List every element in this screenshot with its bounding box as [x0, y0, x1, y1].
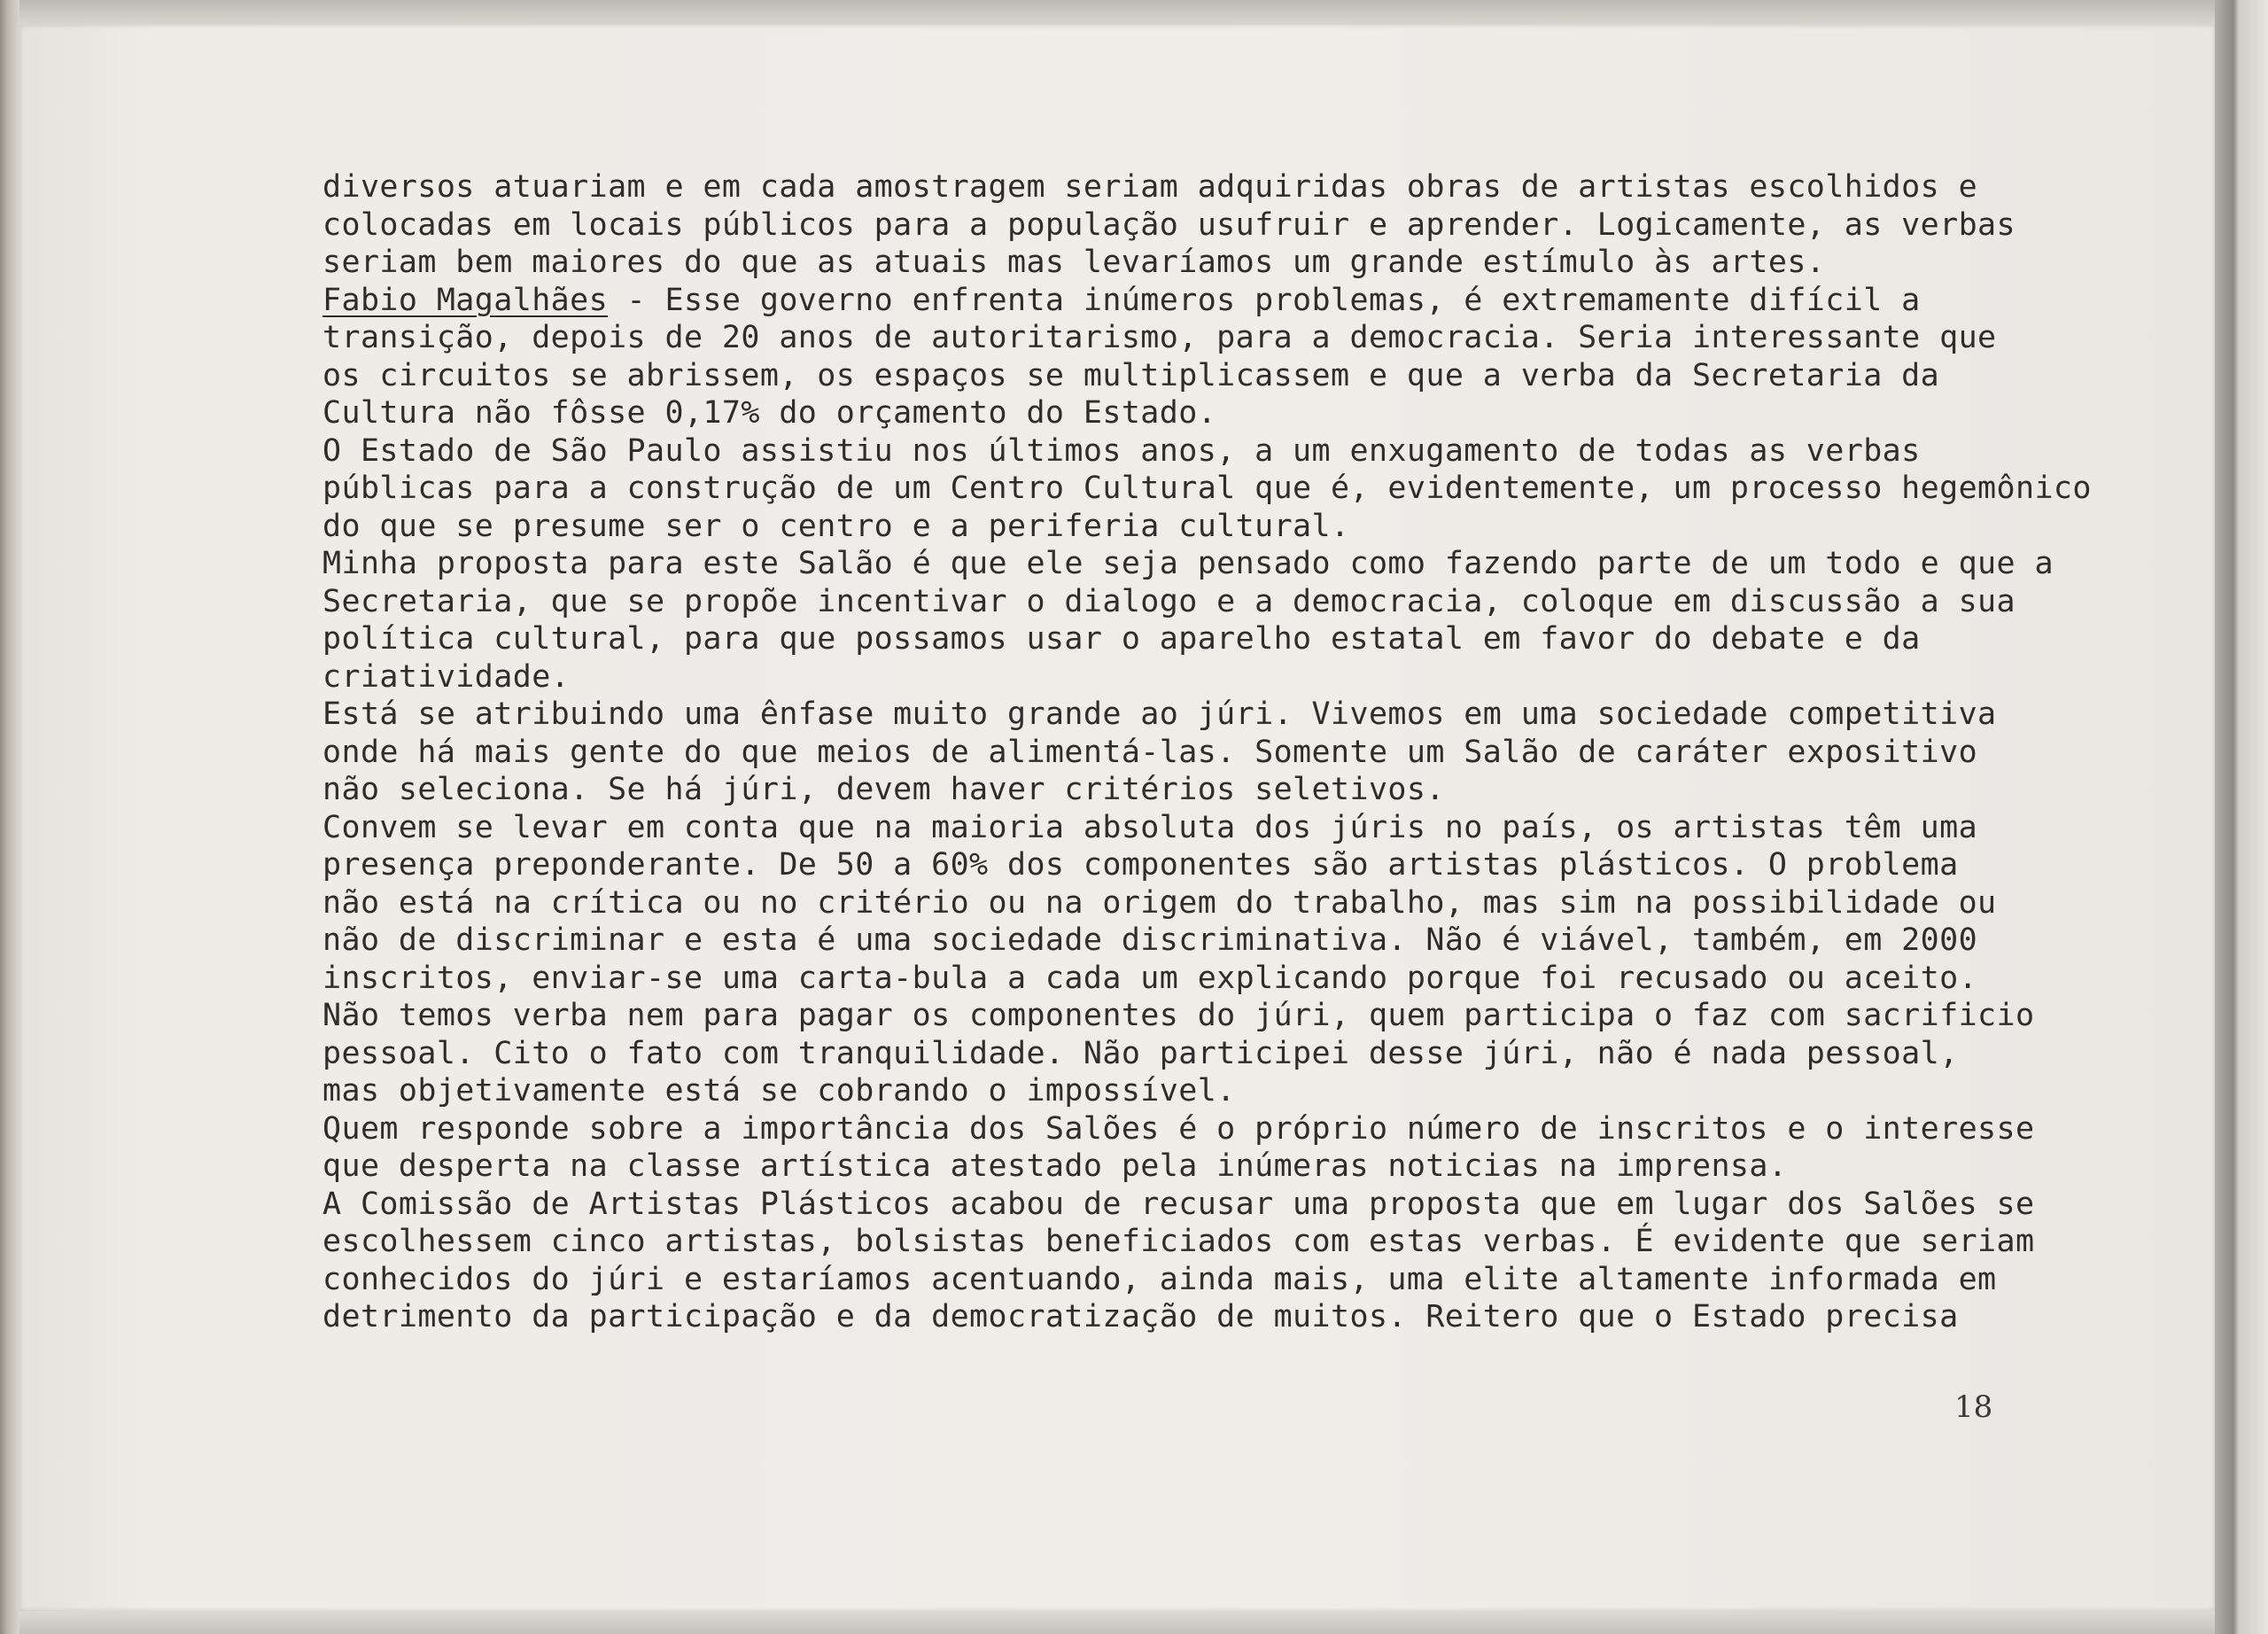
text-line: A Comissão de Artistas Plásticos acabou de recusar uma proposta que em lugar dos Salões se — [322, 1186, 2035, 1222]
text-line: detrimento da participação e da democratização de muitos. Reitero que o Estado precisa — [322, 1299, 1959, 1334]
top-page-shadow — [19, 0, 2215, 27]
text-line: os circuitos se abrissem, os espaços se multiplicassem e que a verba da Secretaria da — [322, 357, 1940, 393]
text-line: Não temos verba nem para pagar os componentes do júri, quem participa o faz com sacrificio — [322, 998, 2035, 1033]
text-line: que desperta na classe artística atestado pela inúmeras noticias na imprensa. — [322, 1148, 1788, 1184]
text-line: conhecidos do júri e estaríamos acentuando, ainda mais, uma elite altamente informada em — [322, 1261, 1997, 1297]
text-line: criatividade. — [322, 658, 571, 695]
text-line: não está na crítica ou no critério ou na origem do trabalho, mas sim na possibilidade ou — [322, 884, 1997, 921]
text-line: Quem responde sobre a importância dos Salões é o próprio número de inscritos e o interesse — [322, 1110, 2035, 1147]
text-line: seriam bem maiores do que as atuais mas levaríamos um grande estímulo às artes. — [322, 245, 1826, 280]
text-line: inscritos, enviar-se uma carta-bula a cada um explicando porque foi recusado ou aceito. — [322, 960, 1978, 996]
text-line: Minha proposta para este Salão é que ele seja pensado como fazendo parte de um todo e que a — [322, 546, 2054, 581]
left-binding-edge — [0, 0, 19, 1634]
text-line: presença preponderante. De 50 a 60% dos componentes são artistas plásticos. O problema — [322, 847, 1959, 883]
speaker-name: Fabio Magalhães — [322, 282, 609, 318]
bottom-page-shadow — [19, 1611, 2215, 1634]
text-line: Está se atribuindo uma ênfase muito grande ao júri. Vivemos em uma sociedade competitiva — [322, 696, 1997, 732]
right-page-edge — [2215, 0, 2268, 1634]
text-line: públicas para a construção de um Centro Cultural que é, evidentemente, um processo hegemônico — [322, 471, 2092, 506]
text-line: mas objetivamente está se cobrando o impossível. — [322, 1073, 1236, 1109]
speaker-line — [322, 282, 2130, 320]
text-line: não de discriminar e esta é uma sociedade discriminativa. Não é viável, também, em 2000 — [322, 922, 1978, 958]
page-number: 18 — [1954, 1389, 1993, 1425]
text-line: transição, depois de 20 anos de autoritarismo, para a democracia. Seria interessante que — [322, 320, 1997, 355]
body-text — [322, 168, 2130, 1336]
text-line: do que se presume ser o centro e a periferia cultural. — [322, 508, 1350, 544]
text-line: colocadas em locais públicos para a população usufruir e aprender. Logicamente, as verbas — [322, 206, 2016, 243]
text-line: O Estado de São Paulo assistiu nos últimos anos, a um enxugamento de todas as verbas — [322, 432, 1921, 469]
text-line: não seleciona. Se há júri, devem haver critérios seletivos. — [322, 772, 1445, 807]
text-line: Secretaria, que se propõe incentivar o dialogo e a democracia, coloque em discussão a sua — [322, 583, 2016, 619]
text-line: diversos atuariam e em cada amostragem seriam adquiridas obras de artistas escolhidos e — [322, 169, 1978, 205]
text-line: pessoal. Cito o fato com tranquilidade. Não participei desse júri, não é nada pessoal, — [322, 1035, 1959, 1071]
text-line: onde há mais gente do que meios de alimentá-las. Somente um Salão de caráter expositivo — [322, 734, 1978, 770]
text-line: Convem se levar em conta que na maioria absoluta dos júris no país, os artistas têm uma — [322, 809, 1978, 845]
text-line: escolhessem cinco artistas, bolsistas beneficiados com estas verbas. É evidente que seriam — [322, 1224, 2035, 1259]
text-line: Cultura não fôsse 0,17% do orçamento do Estado. — [322, 395, 1217, 431]
text-line: política cultural, para que possamos usar o aparelho estatal em favor do debate e da — [322, 621, 1921, 657]
speaker-text: - Esse governo enfrenta inúmeros problemas, é extremamente difícil a — [608, 282, 1921, 318]
